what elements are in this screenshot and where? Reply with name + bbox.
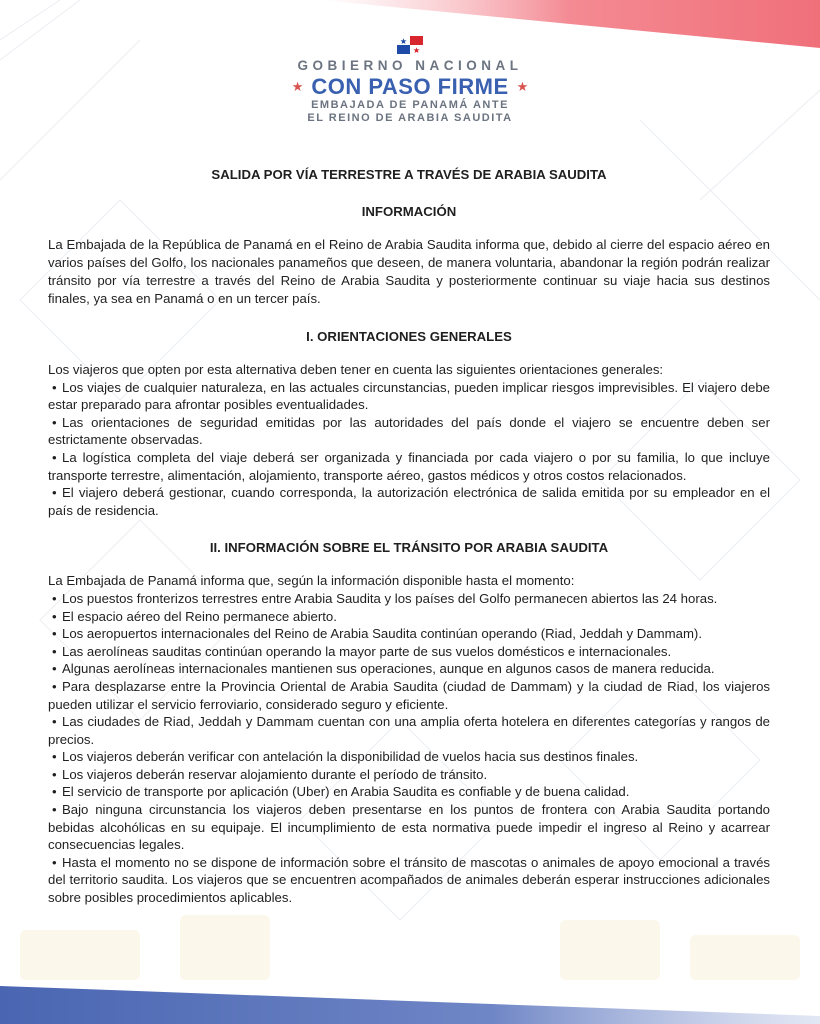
list-item: • Los puestos fronterizos terrestres entre Arabia Saudita y los países del Golfo permanecen abiertos las 24 horas.: [48, 590, 770, 608]
list-item: • Bajo ninguna circunstancia los viajeros deben presentarse en los puntos de frontera con Arabia Saudita portando bebidas alcohólicas en su equipaje. El incumplimiento de esta normativa puede impedir el ingreso al Reino y acarrear consecuencias legales.: [48, 801, 770, 854]
document-subtitle: INFORMACIÓN: [361, 204, 457, 219]
motto: CON PASO FIRME: [311, 74, 509, 99]
government-logo-header: [0, 36, 820, 125]
list-item: • Las orientaciones de seguridad emitidas por las autoridades del país donde el viajero se encuentre deben ser estrictamente observadas.: [48, 414, 770, 449]
list-item: • El espacio aéreo del Reino permanece abierto.: [48, 608, 770, 626]
bottom-decorative-band: [0, 976, 820, 1024]
list-item: • Los viajeros deberán reservar alojamiento durante el período de tránsito.: [48, 766, 770, 784]
government-label: GOBIERNO NACIONAL: [297, 58, 523, 73]
list-item: • Las aerolíneas sauditas continúan operando la mayor parte de sus vuelos domésticos e internacionales.: [48, 643, 770, 661]
list-item: • Las ciudades de Riad, Jeddah y Dammam cuentan con una amplia oferta hotelera en diferentes categorías y rangos de precios.: [48, 713, 770, 748]
general-guidelines-list: [48, 379, 770, 520]
list-item: • Algunas aerolíneas internacionales mantienen sus operaciones, aunque en algunos casos de manera reducida.: [48, 660, 770, 678]
section-title-transit-info: II. INFORMACIÓN SOBRE EL TRÁNSITO POR ARABIA SAUDITA: [209, 540, 609, 556]
document-title: SALIDA POR VÍA TERRESTRE A TRAVÉS DE ARABIA SAUDITA: [211, 167, 607, 182]
panama-flag-icon: [397, 36, 423, 54]
list-item: • Los viajeros deberán verificar con antelación la disponibilidad de vuelos hacia sus destinos finales.: [48, 748, 770, 766]
section-lead: Los viajeros que opten por esta alternativa deben tener en cuenta las siguientes orientaciones generales:: [48, 362, 664, 377]
list-item: • El servicio de transporte por aplicación (Uber) en Arabia Saudita es confiable y de buena calidad.: [48, 783, 770, 801]
list-item: • Los viajes de cualquier naturaleza, en las actuales circunstancias, pueden implicar riesgos imprevisibles. El viajero debe estar preparado para afrontar posibles eventualidades.: [48, 379, 770, 414]
section-lead: La Embajada de Panamá informa que, según la información disponible hasta el momento:: [48, 573, 575, 589]
transit-info-list: [48, 590, 770, 907]
embassy-label-line1: EMBAJADA DE PANAMÁ ANTE: [311, 99, 509, 111]
intro-paragraph: La Embajada de la República de Panamá en el Reino de Arabia Saudita informa que, debido al cierre del espacio aéreo en varios países del Golfo, los nacionales panameños que deseen, de manera voluntaria, abandonar la región podrán realizar tránsito por vía terrestre a través del Reino de Arabia Saudita y posteriormente continuar su viaje hacia sus destinos finales, ya sea en Panamá o en un tercer país.: [48, 237, 770, 306]
section-title-general-guidelines: I. ORIENTACIONES GENERALES: [306, 329, 512, 344]
list-item: • La logística completa del viaje deberá ser organizada y financiada por cada viajero o por su familia, lo que incluye transporte terrestre, alimentación, alojamiento, transporte aéreo, gastos médicos y otros costos relacionados.: [48, 449, 770, 484]
list-item: • Para desplazarse entre la Provincia Oriental de Arabia Saudita (ciudad de Dammam) y la ciudad de Riad, los viajeros pueden utilizar el servicio ferroviario, considerado seguro y eficiente.: [48, 678, 770, 713]
embassy-label-line2: EL REINO DE ARABIA SAUDITA: [307, 112, 513, 124]
list-item: • Los aeropuertos internacionales del Reino de Arabia Saudita continúan operando (Riad, Jeddah y Dammam).: [48, 625, 770, 643]
list-item: • Hasta el momento no se dispone de información sobre el tránsito de mascotas o animales de apoyo emocional a través del territorio saudita. Los viajeros que se encuentren acompañados de animales deberán esperar instrucciones adicionales sobre posibles procedimientos aplicables.: [48, 854, 770, 907]
document-body: [48, 160, 770, 907]
star-icon: ★: [291, 79, 304, 94]
star-icon: ★: [516, 79, 529, 94]
list-item: • El viajero deberá gestionar, cuando corresponda, la autorización electrónica de salida emitida por su empleador en el país de residencia.: [48, 484, 770, 519]
